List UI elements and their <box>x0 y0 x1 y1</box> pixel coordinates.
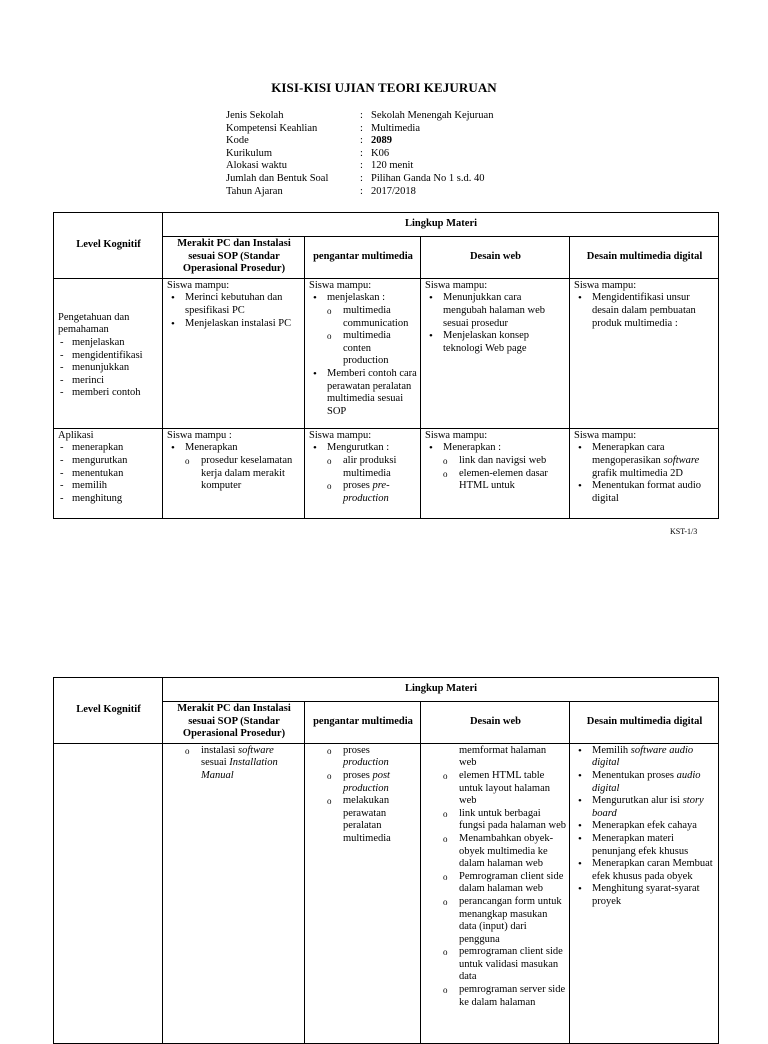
info-value: Multimedia <box>371 122 420 134</box>
sub-item-text: sesuai <box>201 757 230 769</box>
list-item: - memberi contoh <box>58 387 159 400</box>
sub-list <box>327 305 417 368</box>
sub-item-italic: production <box>343 757 389 769</box>
info-label: Jenis Sekolah <box>226 110 284 121</box>
sub-list <box>185 455 301 493</box>
header-col-desain-web: Desain web <box>421 237 570 279</box>
cell-cont-desain-multimedia <box>570 743 719 1043</box>
sub-item: o melakukan perawatan peralatan multimedia <box>327 795 417 845</box>
document-title: KISI-KISI UJIAN TEORI KEJURUAN <box>271 80 497 95</box>
cell-intro: Siswa mampu: <box>309 429 372 441</box>
item-italic: software audio digital <box>592 744 694 769</box>
cell-intro: Siswa mampu: <box>167 279 230 291</box>
blueprint-table-page2 <box>53 677 719 1044</box>
info-row-questions <box>226 173 493 186</box>
bullet-list <box>574 745 715 909</box>
list-item: - menerapkan <box>58 442 159 455</box>
sub-item: o Pemrograman client side dalam halaman web <box>443 871 566 896</box>
sub-item-italic: post production <box>343 769 390 794</box>
sub-item: o multimedia conten production <box>327 330 417 368</box>
sub-item: o multimedia communication <box>327 305 417 330</box>
sub-item-text: proses <box>343 480 373 492</box>
list-item: - menghitung <box>58 493 159 506</box>
info-row-time <box>226 160 493 173</box>
cell-application-merakit-pc <box>163 428 305 518</box>
item-text: Memilih <box>592 744 631 756</box>
level-list <box>58 442 159 505</box>
header-col-merakit-pc: Merakit PC dan Instalasi sesuai SOP (Standar Operasional Prosedur) <box>163 237 305 279</box>
item-text: Mengurutkan alur isi <box>592 795 683 807</box>
info-colon: : <box>360 160 363 172</box>
header-col-desain-multimedia-digital: Desain multimedia digital <box>570 237 719 279</box>
item-text: Menerapkan cara mengoperasikan <box>592 442 665 466</box>
info-value: K06 <box>371 147 390 159</box>
level-list <box>58 337 159 400</box>
info-label: Kurikulum <box>226 147 273 159</box>
cell-application-desain-web <box>421 428 570 518</box>
cell-intro: Siswa mampu: <box>574 429 637 441</box>
blueprint-table-page1 <box>53 212 719 519</box>
list-item <box>309 442 417 505</box>
list-item: • Menerapkan materi penunjang efek khusus <box>574 833 715 858</box>
cell-intro: Siswa mampu: <box>425 279 488 291</box>
sub-item: o pemrograman client side untuk validasi masukan data <box>443 946 566 984</box>
sub-item <box>185 745 301 783</box>
header-col-pengantar-multimedia: pengantar multimedia <box>305 237 421 279</box>
cell-intro: Siswa mampu: <box>425 429 488 441</box>
list-item: - memilih <box>58 480 159 493</box>
sub-item: o pemrograman server side ke dalam halaman <box>443 984 566 1009</box>
level-application-cell <box>54 428 163 518</box>
sub-item <box>327 745 417 770</box>
header-col-desain-multimedia-digital: Desain multimedia digital <box>570 702 719 744</box>
list-item: • Menjelaskan instalasi PC <box>167 318 301 331</box>
sub-item-italic: pre-production <box>343 480 390 504</box>
info-colon: : <box>360 147 363 159</box>
header-level-kognitif: Level Kognitif <box>54 678 163 744</box>
info-row-curriculum <box>226 148 493 161</box>
info-label: Alokasi waktu <box>226 160 287 172</box>
header-level-kognitif: Level Kognitif <box>54 213 163 279</box>
list-item: - menentukan <box>58 468 159 481</box>
list-item: • Menghitung syarat-syarat proyek <box>574 883 715 908</box>
bullet-list <box>425 292 566 355</box>
list-item: • Mengidentifikasi unsur desain dalam pembuatan produk multimedia : <box>574 292 715 330</box>
cell-knowledge-merakit-pc <box>163 278 305 428</box>
cell-knowledge-pengantar <box>305 278 421 428</box>
list-item <box>309 292 417 368</box>
list-item: • Menerapkan caran Membuat efek khusus pada obyek <box>574 858 715 883</box>
list-item <box>574 745 715 770</box>
list-item: • Memberi contoh cara perawatan peralatan multimedia sesuai SOP <box>309 368 417 418</box>
list-item <box>574 770 715 795</box>
sub-list <box>443 770 566 1009</box>
list-item: • Menentukan format audio digital <box>574 480 715 505</box>
sub-item-text: proses <box>343 744 370 756</box>
item-text: grafik multimedia 2D <box>592 467 683 479</box>
sub-item-italic: Installation Manual <box>201 757 278 781</box>
item-italic: story board <box>592 795 704 819</box>
list-item: • Menjelaskan konsep teknologi Web page <box>425 330 566 355</box>
list-item: - mengurutkan <box>58 455 159 468</box>
cell-cont-desain-web <box>421 743 570 1043</box>
sub-item: o elemen-elemen dasar HTML untuk <box>443 468 566 493</box>
info-row-year <box>226 186 493 199</box>
cell-knowledge-desain-web <box>421 278 570 428</box>
sub-item: o link dan navigsi web <box>443 455 566 468</box>
info-label: Jumlah dan Bentuk Soal <box>226 172 329 184</box>
cell-application-pengantar <box>305 428 421 518</box>
list-item <box>574 442 715 480</box>
info-value: 2017/2018 <box>371 185 416 197</box>
header-lingkup-materi: Lingkup Materi <box>163 213 719 237</box>
sub-item: o alir produksi multimedia <box>327 455 417 480</box>
bullet-list <box>309 442 417 505</box>
info-row-school-type <box>226 110 493 123</box>
cell-cont-merakit-pc <box>163 743 305 1043</box>
cell-intro: Siswa mampu : <box>167 429 232 441</box>
info-value: 120 menit <box>371 160 414 172</box>
info-colon: : <box>360 110 363 121</box>
level-title: Pengetahuan dan pemahaman <box>58 311 130 336</box>
exam-info <box>226 110 493 198</box>
list-item: • Menunjukkan cara mengubah halaman web sesuai prosedur <box>425 292 566 330</box>
sub-item <box>327 770 417 795</box>
info-colon: : <box>360 122 363 134</box>
sub-list <box>327 455 417 505</box>
cell-cont-pengantar <box>305 743 421 1043</box>
list-item <box>425 442 566 492</box>
info-row-code <box>226 135 493 148</box>
page-number: KST-1/3 <box>670 527 698 536</box>
info-value: Sekolah Menengah Kejuruan <box>371 110 494 121</box>
info-label: Tahun Ajaran <box>226 185 283 197</box>
continued-text: memformat halaman web <box>459 744 547 769</box>
bullet-list <box>309 292 417 418</box>
list-item: - merinci <box>58 375 159 388</box>
cell-intro: Siswa mampu: <box>309 279 372 291</box>
header-col-desain-web: Desain web <box>421 702 570 744</box>
bullet-list <box>167 292 301 330</box>
sub-list <box>327 745 417 846</box>
header-lingkup-materi: Lingkup Materi <box>163 678 719 702</box>
item-text: Menerapkan : <box>443 442 502 454</box>
header-col-merakit-pc: Merakit PC dan Instalasi sesuai SOP (Standar Operasional Prosedur) <box>163 702 305 744</box>
sub-list <box>185 745 301 783</box>
bullet-list <box>167 442 301 492</box>
bullet-list <box>574 442 715 505</box>
list-item: • Menerapkan efek cahaya <box>574 820 715 833</box>
list-item: - mengidentifikasi <box>58 350 159 363</box>
cell-knowledge-desain-multimedia <box>570 278 719 428</box>
item-text: Mengurutkan : <box>327 442 390 454</box>
sub-item: o elemen HTML table untuk layout halaman web <box>443 770 566 808</box>
list-item: - menunjukkan <box>58 362 159 375</box>
info-colon: : <box>360 135 363 147</box>
level-knowledge-cell <box>54 278 163 428</box>
list-item: • Merinci kebutuhan dan spesifikasi PC <box>167 292 301 317</box>
sub-item: o link untuk berbagai fungsi pada halaman web <box>443 808 566 833</box>
cell-intro: Siswa mampu: <box>574 279 637 291</box>
info-colon: : <box>360 172 363 184</box>
level-continued-cell <box>54 743 163 1043</box>
sub-item <box>327 480 417 505</box>
item-italic: software <box>663 454 700 466</box>
item-text: Menentukan proses <box>592 769 677 781</box>
bullet-list <box>574 292 715 330</box>
list-item: - menjelaskan <box>58 337 159 350</box>
info-colon: : <box>360 185 363 197</box>
sub-item-text: instalasi <box>201 744 239 756</box>
sub-item-italic: software <box>238 744 274 756</box>
item-italic: audio digital <box>592 769 701 794</box>
info-row-competency <box>226 123 493 136</box>
sub-item-text: proses <box>343 769 373 781</box>
bullet-list <box>425 442 566 492</box>
info-value: Pilihan Ganda No 1 s.d. 40 <box>371 172 485 184</box>
list-item <box>574 795 715 820</box>
sub-item: o perancangan form untuk menangkap masukan data (input) dari pengguna <box>443 896 566 946</box>
item-text: Menerapkan <box>185 442 238 454</box>
info-label: Kompetensi Keahlian <box>226 122 318 134</box>
cell-application-desain-multimedia <box>570 428 719 518</box>
item-text: menjelaskan : <box>327 292 386 304</box>
level-title: Aplikasi <box>58 429 94 441</box>
info-label: Kode <box>226 135 249 147</box>
info-value: 2089 <box>371 135 392 147</box>
header-col-pengantar-multimedia: pengantar multimedia <box>305 702 421 744</box>
sub-item: o prosedur keselamatan kerja dalam merakit komputer <box>185 455 301 493</box>
sub-list <box>443 455 566 493</box>
list-item <box>167 442 301 492</box>
sub-item: o Menambahkan obyek-obyek multimedia ke dalam halaman web <box>443 833 566 871</box>
